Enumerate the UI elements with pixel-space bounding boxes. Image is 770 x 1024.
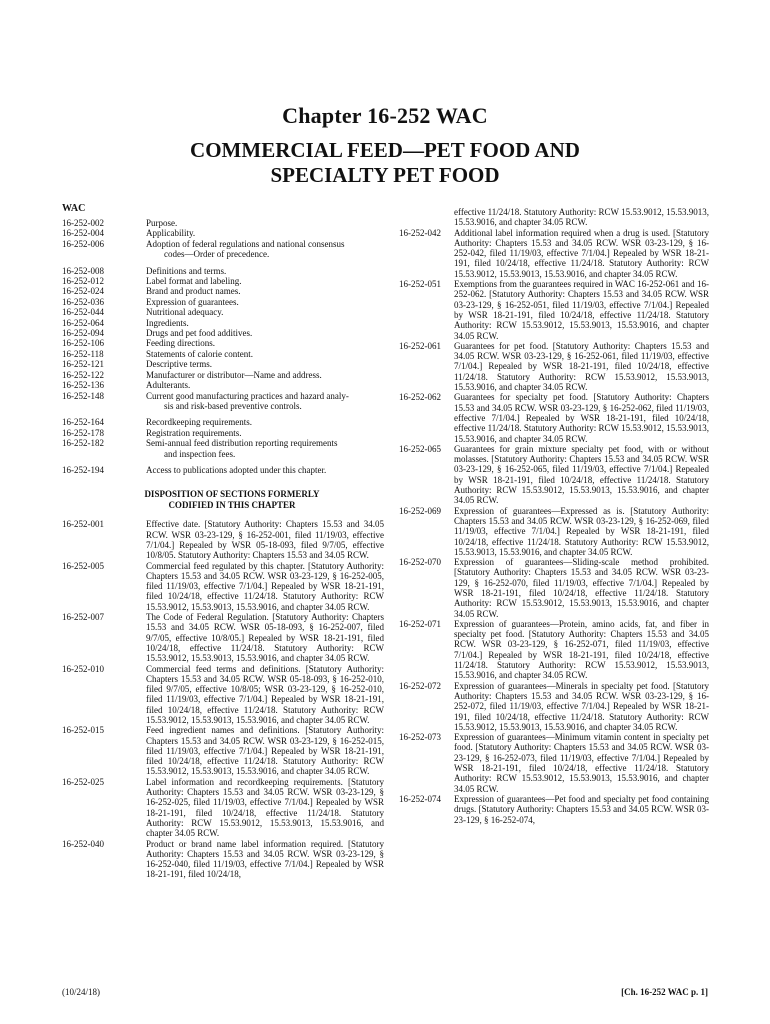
disposition-section-number: 16-252-074 bbox=[399, 793, 441, 804]
toc-section-title-text: Definitions and terms. bbox=[146, 265, 227, 276]
toc-section-title-text: Drugs and pet food additives. bbox=[146, 328, 253, 339]
right-column bbox=[399, 207, 709, 825]
disposition-section-number: 16-252-001 bbox=[62, 519, 104, 530]
toc-section-number: 16-252-024 bbox=[62, 286, 104, 297]
toc-section-title bbox=[146, 328, 384, 338]
disposition-sections-left bbox=[62, 519, 384, 879]
disposition-entry bbox=[399, 207, 709, 228]
disposition-section-number: 16-252-061 bbox=[399, 340, 441, 351]
toc-entry[interactable] bbox=[62, 359, 384, 369]
disposition-section-text: The Code of Federal Regulation. [Statutory Authority: Chapters 15.53 and 34.05 RCW. WSR 05-18-093, § 16-252-007, filed 9/7/05, effective 10/8/05.] Repealed by WSR 18-21-191, filed 10/24/18, effective 11/24/18. Statutory Authority: RCW 15.53.9012, 15.53.9013, 15.53.9016, and chapter 34.05 RCW. bbox=[146, 612, 384, 664]
toc-section-title bbox=[146, 228, 384, 238]
toc-section-title bbox=[146, 307, 384, 317]
toc-section-number: 16-252-182 bbox=[62, 438, 104, 449]
disposition-section-text: Expression of guarantees—Expressed as is. [Statutory Authority: Chapters 15.53 and 34.05 RCW. WSR 03-23-129, § 16-252-069, filed 11/19/03, effective 7/1/04.] Repealed by WSR 18-21-191, filed 10/24/18, effective 11/24/18. Statutory Authority: RCW 15.53.9012, 15.53.9013, 15.53.9016, and chapter 34.05 RCW. bbox=[454, 505, 709, 557]
disposition-entry bbox=[399, 557, 709, 619]
disposition-section-text: Guarantees for specialty pet food. [Statutory Authority: Chapters 15.53 and 34.05 RCW. WSR 03-23-129, § 16-252-062, filed 11/19/03, effective 7/1/04.] Repealed by WSR 18-21-191, filed 10/24/18, effective 11/24/18. Statutory Authority: RCW 15.53.9012, 15.53.9013, 15.53.9016, and chapter 34.05 RCW. bbox=[454, 392, 709, 444]
toc-section-number: 16-252-044 bbox=[62, 307, 104, 318]
toc-section-title bbox=[146, 370, 384, 380]
toc-section-number: 16-252-004 bbox=[62, 228, 104, 239]
toc-section-title bbox=[146, 359, 384, 369]
disposition-entry bbox=[62, 664, 384, 726]
footer-date: (10/24/18) bbox=[62, 987, 100, 997]
toc-section-title bbox=[146, 239, 384, 260]
toc-entry[interactable] bbox=[62, 286, 384, 296]
disposition-sections-right bbox=[399, 207, 709, 825]
toc-section-title-text: Adulterants. bbox=[146, 380, 191, 391]
toc-section-title bbox=[146, 276, 384, 286]
toc-section-number: 16-252-164 bbox=[62, 417, 104, 428]
disposition-entry bbox=[399, 619, 709, 681]
disposition-entry bbox=[399, 279, 709, 341]
disposition-section-text: Product or brand name label information required. [Statutory Authority: Chapters 15.53 and 34.05 RCW. WSR 03-23-129, § 16-252-040, filed 11/19/03, effective 7/1/04.] Repealed by WSR 18-21-191, filed 10/24/18, bbox=[146, 838, 384, 880]
toc-section-title bbox=[146, 438, 384, 459]
toc-entry[interactable] bbox=[62, 307, 384, 317]
disposition-heading bbox=[62, 489, 384, 511]
toc-section-title-text: Current good manufacturing practices and hazard analy- bbox=[146, 390, 349, 401]
disposition-entry bbox=[399, 228, 709, 279]
table-of-contents bbox=[62, 218, 384, 475]
toc-section-title-text: Statements of calorie content. bbox=[146, 348, 253, 359]
toc-section-number: 16-252-006 bbox=[62, 238, 104, 249]
disposition-section-number: 16-252-070 bbox=[399, 557, 441, 568]
disposition-entry bbox=[62, 725, 384, 776]
toc-section-number: 16-252-094 bbox=[62, 328, 104, 339]
toc-entry[interactable] bbox=[62, 417, 384, 427]
toc-section-number: 16-252-148 bbox=[62, 390, 104, 401]
disposition-section-number: 16-252-051 bbox=[399, 279, 441, 290]
toc-section-title-continued: and inspection fees. bbox=[164, 448, 236, 459]
disposition-section-text: Expression of guarantees—Pet food and specialty pet food containing drugs. [Statutory Authority: Chapters 15.53 and 34.05 RCW. WSR 03-23-129, § 16-252-074, bbox=[454, 793, 709, 825]
disposition-section-text: Guarantees for grain mixture specialty pet food, with or without molasses. [Statutory Authority: Chapters 15.53 and 34.05 RCW. WSR 03-23-129, § 16-252-065, filed 11/19/03, effective 7/1/04.] Repealed by WSR 18-21-191, filed 10/24/18, effective 11/24/18. Statutory Authority: RCW 15.53.9012, 15.53.9013, 15.53.9016, and chapter 34.05 RCW. bbox=[454, 443, 709, 506]
toc-section-title bbox=[146, 338, 384, 348]
disposition-section-text: Expression of guarantees—Minimum vitamin content in specialty pet food. [Statutory Authority: Chapters 15.53 and 34.05 RCW. WSR 03-23-129, § 16-252-073, filed 11/19/03, effective 7/1/04.] Repealed by WSR 18-21-191, filed 10/24/18, effective 11/24/18. Statutory Authority: RCW 15.53.9012, 15.53.9013, 15.53.9016, and chapter 34.05 RCW. bbox=[454, 732, 709, 794]
disposition-section-text: Commercial feed regulated by this chapter. [Statutory Authority: Chapters 15.53 and 34.05 RCW. WSR 03-23-129, § 16-252-005, filed 11/19/03, effective 7/1/04.] Repealed by WSR 18-21-191, filed 10/24/18, effective 11/24/18. Statutory Authority: RCW 15.53.9012, 15.53.9013, 15.53.9016, and chapter 34.05 RCW. bbox=[146, 560, 384, 612]
disposition-entry bbox=[399, 681, 709, 732]
disposition-section-number: 16-252-042 bbox=[399, 227, 441, 238]
disposition-section-text: Label information and recordkeeping requirements. [Statutory Authority: Chapters 15.53 and 34.05 RCW. WSR 03-23-129, § 16-252-025, filed 11/19/03, effective 7/1/04.] Repealed by WSR 18-21-191, filed 10/24/18, effective 11/24/18. Statutory Authority: RCW 15.53.9012, 15.53.9013, 15.53.9016, and chapter 34.05 RCW. bbox=[146, 776, 384, 839]
toc-section-number: 16-252-106 bbox=[62, 338, 104, 349]
toc-entry[interactable] bbox=[62, 276, 384, 286]
toc-entry[interactable] bbox=[62, 228, 384, 238]
toc-entry[interactable] bbox=[62, 318, 384, 328]
disposition-section-text: Commercial feed terms and definitions. [Statutory Authority: Chapters 15.53 and 34.05 RCW. WSR 05-18-093, § 16-252-010, filed 9/7/05, effective 10/8/05; WSR 03-23-129, § 16-252-010, filed 11/19/03, effective 7/1/04.] Repealed by WSR 18-21-191, filed 10/24/18, effective 11/24/18. Statutory Authority: RCW 15.53.9012, 15.53.9013, 15.53.9016, and chapter 34.05 RCW. bbox=[146, 663, 384, 725]
toc-section-title-text: Label format and labeling. bbox=[146, 276, 242, 287]
toc-section-title-text: Nutritional adequacy. bbox=[146, 307, 224, 318]
toc-entry[interactable] bbox=[62, 438, 384, 459]
toc-entry[interactable] bbox=[62, 266, 384, 276]
toc-heading: WAC bbox=[62, 203, 86, 214]
disposition-section-number: 16-252-040 bbox=[62, 838, 104, 849]
footer-page-number: [Ch. 16-252 WAC p. 1] bbox=[621, 987, 708, 997]
toc-entry[interactable] bbox=[62, 349, 384, 359]
disposition-section-number: 16-252-062 bbox=[399, 392, 441, 403]
toc-section-title-text: Access to publications adopted under this chapter. bbox=[146, 464, 327, 475]
disposition-entry bbox=[399, 732, 709, 794]
toc-section-title-continued: sis and risk-based preventive controls. bbox=[164, 400, 302, 411]
disposition-section-number: 16-252-071 bbox=[399, 618, 441, 629]
disposition-heading-line1: DISPOSITION OF SECTIONS FORMERLY bbox=[144, 489, 320, 500]
disposition-section-number: 16-252-015 bbox=[62, 725, 104, 736]
toc-section-title bbox=[146, 380, 384, 390]
toc-section-title-continued: codes—Order of precedence. bbox=[164, 249, 270, 260]
toc-group bbox=[62, 465, 384, 475]
disposition-section-text: Effective date. [Statutory Authority: Chapters 15.53 and 34.05 RCW. WSR 03-23-129, § 16-252-001, filed 11/19/03, effective 7/1/04.] Repealed by WSR 05-18-093, filed 9/7/05, effective 10/8/05. Statutory Authority: Chapters 15.53 and 34.05 RCW. bbox=[146, 519, 384, 561]
toc-section-title bbox=[146, 391, 384, 412]
toc-section-title-text: Ingredients. bbox=[146, 317, 189, 328]
toc-entry[interactable] bbox=[62, 239, 384, 260]
toc-section-title bbox=[146, 428, 384, 438]
disposition-section-number: 16-252-073 bbox=[399, 732, 441, 743]
disposition-section-number: 16-252-010 bbox=[62, 663, 104, 674]
disposition-section-number bbox=[399, 207, 454, 228]
toc-group bbox=[62, 218, 384, 260]
disposition-entry bbox=[399, 341, 709, 392]
toc-section-title-text: Applicability. bbox=[146, 228, 196, 239]
toc-section-title-text: Manufacturer or distributor—Name and address. bbox=[146, 369, 322, 380]
toc-section-title-text: Feeding directions. bbox=[146, 338, 215, 349]
toc-section-title bbox=[146, 297, 384, 307]
disposition-entry bbox=[62, 777, 384, 839]
disposition-entry bbox=[62, 519, 384, 560]
disposition-section-text: Feed ingredient names and definitions. [Statutory Authority: Chapters 15.53 and 34.05 RCW. WSR 03-23-129, § 16-252-015, filed 11/19/03, effective 7/1/04.] Repealed by WSR 18-21-191, filed 10/24/18, effective 11/24/18. Statutory Authority: RCW 15.53.9012, 15.53.9013, 15.53.9016, and chapter 34.05 RCW. bbox=[146, 725, 384, 777]
disposition-section-number: 16-252-025 bbox=[62, 776, 104, 787]
disposition-entry bbox=[62, 839, 384, 880]
toc-section-title-text: Registration requirements. bbox=[146, 427, 242, 438]
toc-section-title bbox=[146, 349, 384, 359]
toc-section-number: 16-252-064 bbox=[62, 317, 104, 328]
disposition-section-number: 16-252-065 bbox=[399, 443, 441, 454]
toc-section-title-text: Descriptive terms. bbox=[146, 359, 212, 370]
toc-entry[interactable] bbox=[62, 218, 384, 228]
disposition-section-text: Expression of guarantees—Sliding-scale method prohibited. [Statutory Authority: Chapters 15.53 and 34.05 RCW. WSR 03-23-129, § 16-252-070, filed 11/19/03, effective 7/1/04.] Repealed by WSR 18-21-191, filed 10/24/18, effective 11/24/18. Statutory Authority: RCW 15.53.9012, 15.53.9013, 15.53.9016, and chapter 34.05 RCW. bbox=[454, 557, 709, 619]
disposition-section-text: Expression of guarantees—Minerals in specialty pet food. [Statutory Authority: Chapters 15.53 and 34.05 RCW. WSR 03-23-129, § 16-252-072, filed 11/19/03, effective 7/1/04.] Repealed by WSR 18-21-191, filed 10/24/18, effective 11/24/18. Statutory Authority: RCW 15.53.9012, 15.53.9013, 15.53.9016, and chapter 34.05 RCW. bbox=[454, 680, 709, 732]
disposition-section-text: Guarantees for pet food. [Statutory Authority: Chapters 15.53 and 34.05 RCW. WSR 03-23-129, § 16-252-061, filed 11/19/03, effective 7/1/04.] Repealed by WSR 18-21-191, filed 10/24/18, effective 11/24/18. Statutory Authority: RCW 15.53.9012, 15.53.9013, 15.53.9016, and chapter 34.05 RCW. bbox=[454, 340, 709, 393]
disposition-section-text: Expression of guarantees—Protein, amino acids, fat, and fiber in specialty pet food. [Statutory Authority: Chapters 15.53 and 34.05 RCW. WSR 03-23-129, § 16-252-071, filed 11/19/03, effective 7/1/04.] Repealed by WSR 18-21-191, filed 10/24/18, effective 11/24/18. Statutory Authority: RCW 15.53.9012, 15.53.9013, 15.53.9016, and chapter 34.05 RCW. bbox=[454, 618, 709, 681]
toc-section-title-text: Expression of guarantees. bbox=[146, 296, 239, 307]
toc-group bbox=[62, 417, 384, 459]
toc-entry[interactable] bbox=[62, 370, 384, 380]
toc-section-title-text: Semi-annual feed distribution reporting requirements bbox=[146, 438, 338, 449]
toc-section-title bbox=[146, 417, 384, 427]
toc-entry[interactable] bbox=[62, 328, 384, 338]
toc-entry[interactable] bbox=[62, 297, 384, 307]
toc-section-number: 16-252-194 bbox=[62, 464, 104, 475]
toc-section-title-text: Purpose. bbox=[146, 218, 178, 228]
disposition-entry bbox=[399, 794, 709, 825]
disposition-entry bbox=[62, 561, 384, 612]
toc-section-title bbox=[146, 286, 384, 296]
toc-section-number: 16-252-122 bbox=[62, 369, 104, 380]
toc-section-number: 16-252-012 bbox=[62, 276, 104, 287]
toc-section-number: 16-252-002 bbox=[62, 218, 104, 228]
chapter-subtitle: COMMERCIAL FEED—PET FOOD AND SPECIALTY PET FOOD bbox=[190, 138, 580, 187]
toc-section-title-text: Adoption of federal regulations and national consensus bbox=[146, 238, 345, 249]
toc-entry[interactable] bbox=[62, 380, 384, 390]
toc-section-number: 16-252-118 bbox=[62, 348, 104, 359]
disposition-entry bbox=[399, 392, 709, 443]
disposition-entry bbox=[62, 612, 384, 663]
toc-section-number: 16-252-036 bbox=[62, 296, 104, 307]
toc-entry[interactable] bbox=[62, 338, 384, 348]
toc-section-number: 16-252-136 bbox=[62, 380, 104, 391]
left-column bbox=[62, 203, 384, 880]
toc-group bbox=[62, 266, 384, 412]
disposition-entry bbox=[399, 444, 709, 506]
disposition-section-text: Exemptions from the guarantees required in WAC 16-252-061 and 16-252-062. [Statutory Authority: Chapters 15.53 and 34.05 RCW. WSR 03-23-129, § 16-252-051, filed 11/19/03, effective 7/1/04.] Repealed by WSR 18-21-191, filed 10/24/18, effective 11/24/18. Statutory Authority: RCW 15.53.9012, 15.53.9013, 15.53.9016, and chapter 34.05 RCW. bbox=[454, 279, 709, 341]
toc-section-title-text: Brand and product names. bbox=[146, 286, 241, 297]
toc-section-title bbox=[146, 465, 384, 475]
toc-section-title bbox=[146, 266, 384, 276]
toc-section-title-text: Recordkeeping requirements. bbox=[146, 417, 252, 428]
disposition-section-number: 16-252-072 bbox=[399, 680, 441, 691]
disposition-section-number: 16-252-069 bbox=[399, 505, 441, 516]
toc-entry[interactable] bbox=[62, 428, 384, 438]
disposition-entry bbox=[399, 506, 709, 557]
toc-section-number: 16-252-178 bbox=[62, 427, 104, 438]
toc-section-title bbox=[146, 318, 384, 328]
toc-section-number: 16-252-121 bbox=[62, 359, 104, 370]
toc-entry[interactable] bbox=[62, 465, 384, 475]
disposition-section-text: Additional label information required when a drug is used. [Statutory Authority: Chapters 15.53 and 34.05 RCW. WSR 03-23-129, § 16-252-042, filed 11/19/03, effective 7/1/04.] Repealed by WSR 18-21-191, filed 10/24/18, effective 11/24/18. Statutory Authority: RCW 15.53.9012, 15.53.9013, 15.53.9016, and chapter 34.05 RCW. bbox=[454, 227, 709, 279]
disposition-section-number: 16-252-007 bbox=[62, 612, 104, 623]
toc-entry[interactable] bbox=[62, 391, 384, 412]
toc-section-number: 16-252-008 bbox=[62, 265, 104, 276]
chapter-title: Chapter 16-252 WAC bbox=[282, 103, 488, 128]
disposition-section-number: 16-252-005 bbox=[62, 560, 104, 571]
disposition-section-text: effective 11/24/18. Statutory Authority: RCW 15.53.9012, 15.53.9013, 15.53.9016, and chapter 34.05 RCW. bbox=[454, 207, 709, 228]
disposition-heading-line2: CODIFIED IN THIS CHAPTER bbox=[168, 500, 296, 511]
toc-section-title bbox=[146, 218, 384, 228]
